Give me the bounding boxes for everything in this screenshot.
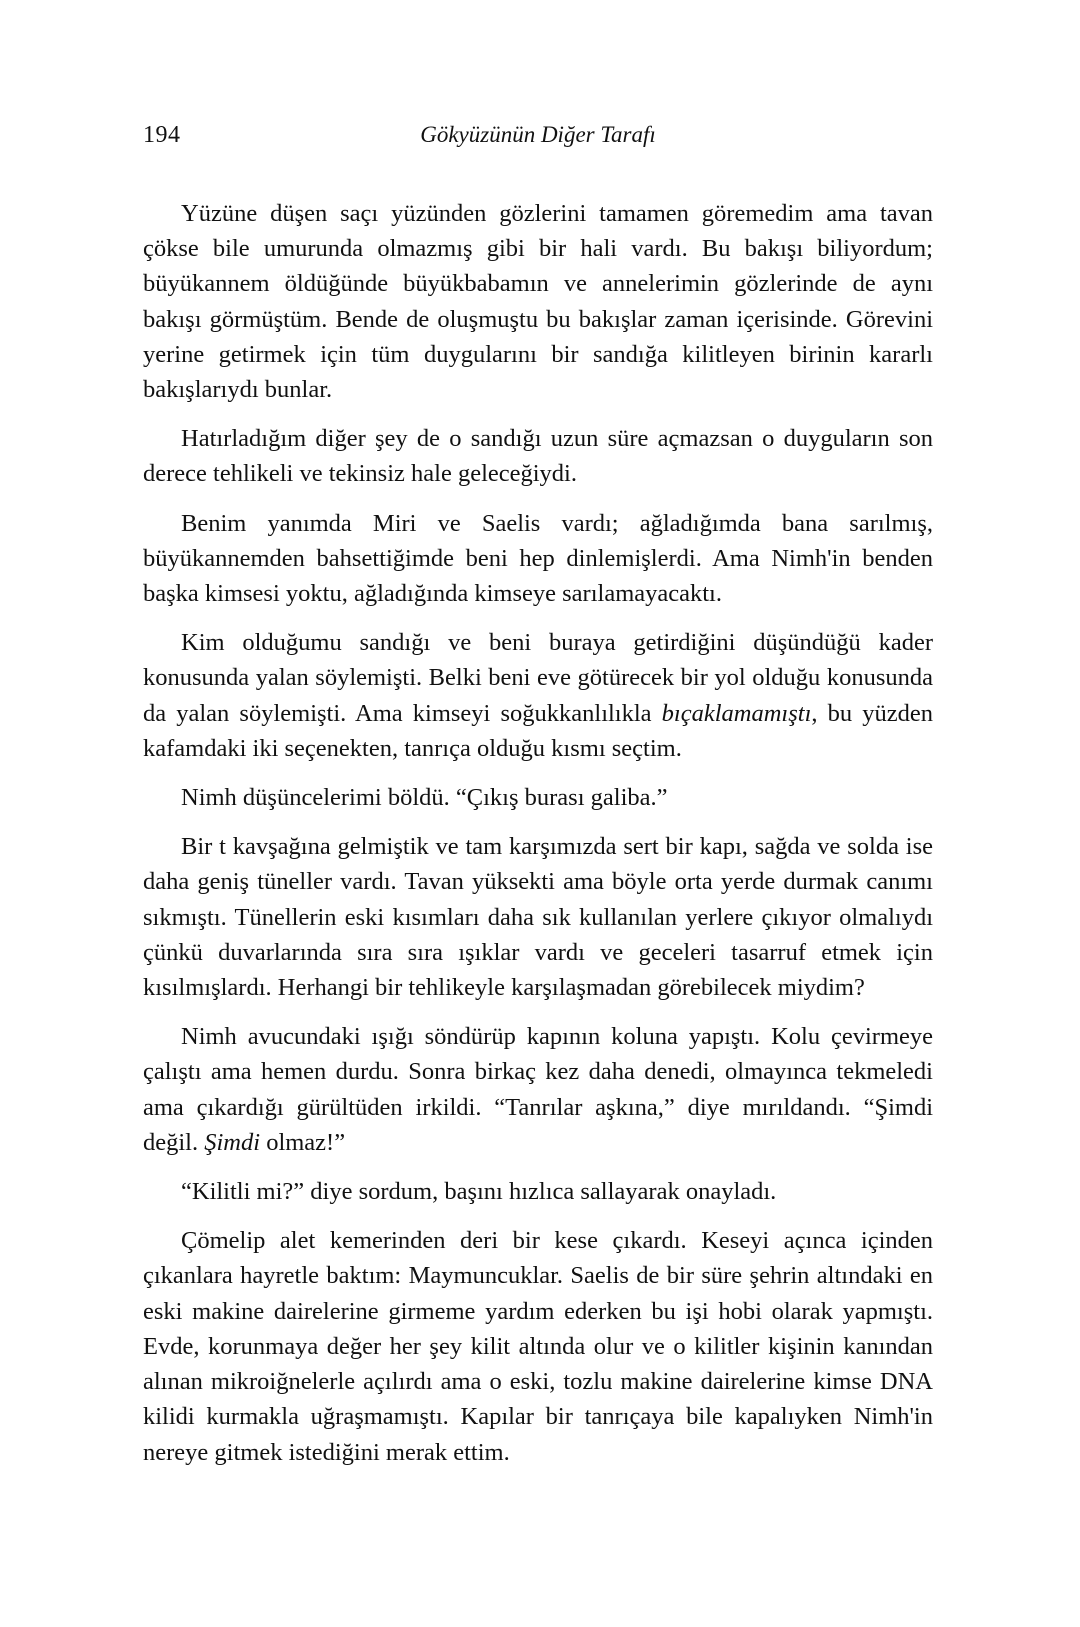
paragraph-2: Hatırladığım diğer şey de o sandığı uzun süre açmazsan o duyguların son derece tehlikeli ve tekinsiz hale geleceğiydi. <box>143 425 933 488</box>
paragraph-4-italic: bıçaklamamıştı <box>661 699 812 727</box>
paragraph-7-italic: Şimdi <box>204 1128 261 1156</box>
paragraph-6: Bir t kavşağına gelmiştik ve tam karşımızda sert bir kapı, sağda ve solda ise daha geniş tüneller vardı. Tavan yüksekti ama böyle orta yerde durmak canımı sıkmıştı. Tünellerin eski kısımları daha sık kullanılan yerlere çıkıyor olmalıydı çünkü duvarlarında sıra sıra ışıklar vardı ve geceleri tasarruf etmek için kısılmışlardı. Herhangi bir tehlikeyle karşılaşmadan görebilecek miydim? <box>143 833 933 1002</box>
page-header <box>143 122 933 162</box>
running-title: Gökyüzünün Diğer Tarafı <box>420 122 656 147</box>
paragraph-4-text-b: , bu yüzden kafamdaki iki seçenekten, tanrıça olduğu kısmı seçtim. <box>143 699 934 762</box>
paragraph-4-text-a: Kim olduğumu sandığı ve beni buraya getirdiğini düşündüğü kader konusunda yalan söylemişti. Belki beni eve götürecek bir yol olduğu konusunda da yalan söylemişti. Ama kimseyi soğukkanlılıkla <box>143 629 933 727</box>
body-text <box>143 196 933 1484</box>
paragraph-8: “Kilitli mi?” diye sordum, başını hızlıca sallayarak onayladı. <box>181 1178 777 1206</box>
page-number: 194 <box>143 122 181 148</box>
paragraph-7-text-a: Nimh avucundaki ışığı söndürüp kapının koluna yapıştı. Kolu çevirmeye çalıştı ama hemen durdu. Sonra birkaç kez daha denedi, olmayınca tekmeledi ama çıkardığı gürültüden irkildi. “Tanrılar aşkına,” diye mırıldandı. “Şimdi değil. <box>143 1023 933 1156</box>
paragraph-1: Yüzüne düşen saçı yüzünden gözlerini tamamen göremedim ama tavan çökse bile umurunda olmazmış gibi bir hali vardı. Bu bakışı biliyordum; büyükannem öldüğünde büyükbabamın ve annelerimin gözlerinde de aynı bakışı görmüştüm. Bende de oluşmuştu bu bakışlar zaman içerisinde. Görevini yerine getirmek için tüm duygularını bir sandığa kilitleyen birinin kararlı bakışlarıydı bunlar. <box>143 200 933 404</box>
paragraph-9: Çömelip alet kemerinden deri bir kese çıkardı. Keseyi açınca içinden çıkanlara hayretle baktım: Maymuncuklar. Saelis de bir süre şehrin altındaki en eski makine dairelerine girmeme yardım ederken bu işi hobi olarak yapmıştı. Evde, korunmaya değer her şey kilit altında olur ve o kilitler kişinin kanından alınan mikroiğnelerle açılırdı ama o eski, tozlu makine dairelerine kimse DNA kilidi kurmakla uğraşmamıştı. Kapılar bir tanrıçaya bile kapalıyken Nimh'in nereye gitmek istediğini merak ettim. <box>143 1227 933 1466</box>
paragraph-7 <box>143 1019 933 1160</box>
paragraph-5: Nimh düşüncelerimi böldü. “Çıkış burası galiba.” <box>181 784 668 812</box>
paragraph-7-text-b: olmaz!” <box>260 1128 346 1156</box>
paragraph-3: Benim yanımda Miri ve Saelis vardı; ağladığımda bana sarılmış, büyükannemden bahsettiğimde beni hep dinlemişlerdi. Ama Nimh'in benden başka kimsesi yoktu, ağladığında kimseye sarılamayacaktı. <box>143 509 933 608</box>
paragraph-4 <box>143 625 933 766</box>
